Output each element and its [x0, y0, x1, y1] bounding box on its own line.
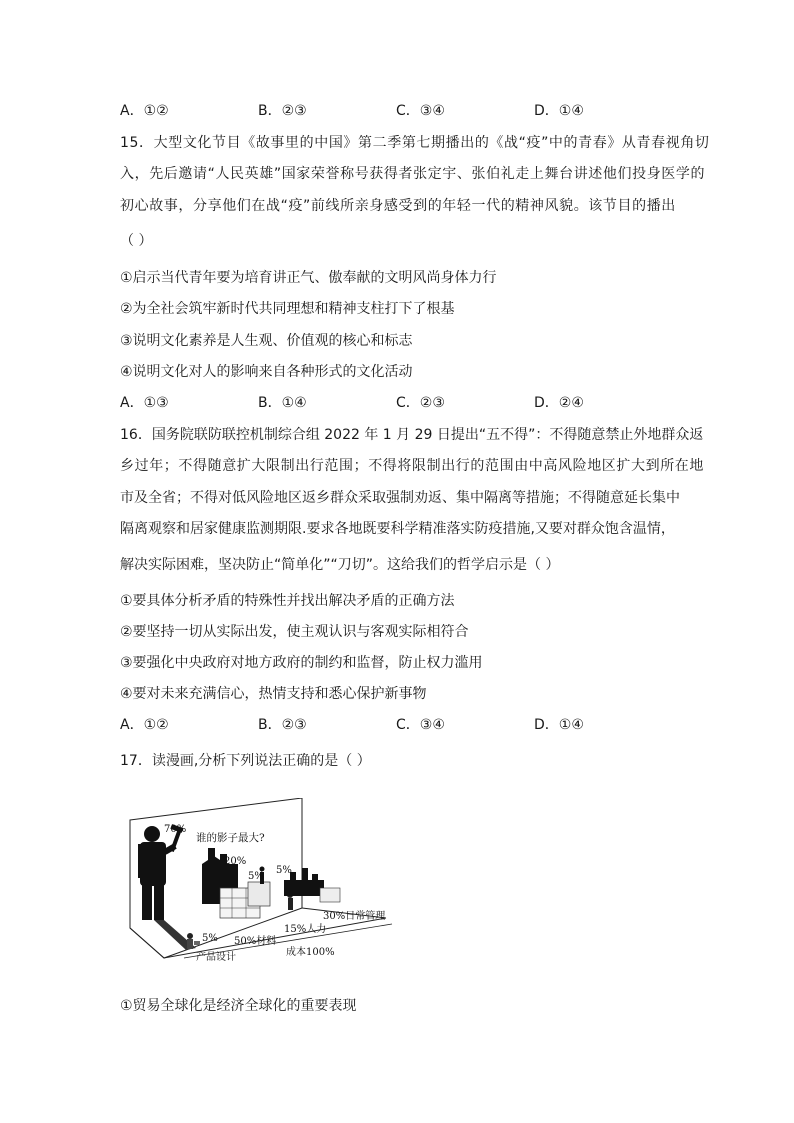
- q16-options: [120, 715, 680, 735]
- q16-stem-line-2: 乡过年；不得随意扩大限制出行范围；不得将限制出行的范围由中高风险地区扩大到所在地: [120, 458, 704, 474]
- q15-statement-2: ②为全社会筑牢新时代共同理想和精神支柱打下了根基: [120, 301, 455, 317]
- q14-option-d[interactable]: D．①④: [534, 103, 584, 119]
- q16-stem-line-3: 市及全省；不得对低风险地区返乡群众采取强制劝返、集中隔离等措施；不得随意延长集中: [120, 490, 680, 506]
- label-5-labor: 5%: [248, 871, 264, 882]
- q17-statement-1: ①贸易全球化是经济全球化的重要表现: [120, 998, 357, 1014]
- q14-option-c[interactable]: C．③④: [396, 103, 445, 119]
- label-5-management: 5%: [276, 865, 292, 876]
- label-5-design: 5%: [202, 933, 218, 944]
- cartoon-title: 谁的影子最大?: [196, 832, 265, 844]
- q15-option-b[interactable]: B．①④: [258, 395, 307, 411]
- label-daily-management: 30%日常管理: [323, 911, 386, 922]
- label-70: 70%: [164, 824, 187, 835]
- label-materials: 50%材料: [234, 936, 277, 947]
- q16-option-d[interactable]: D．①④: [534, 717, 584, 733]
- q15-option-d[interactable]: D．②④: [534, 395, 584, 411]
- label-20: 20%: [224, 856, 247, 867]
- q16-statement-1: ①要具体分析矛盾的特殊性并找出解决矛盾的正确方法: [120, 593, 455, 609]
- q16-stem-line-4: 隔离观察和居家健康监测期限.要求各地既要科学精准落实防疫措施,又要对群众饱含温情，: [120, 521, 675, 537]
- q15-stem-line-1: 15．大型文化节目《故事里的中国》第二季第七期播出的《战“疫”中的青春》从青春视角切: [120, 135, 710, 151]
- q16-statement-4: ④要对未来充满信心，热情支持和悉心保护新事物: [120, 686, 427, 702]
- label-total-cost: 成本100%: [286, 947, 335, 958]
- label-product-design: 产品设计: [196, 952, 236, 962]
- q16-stem-line-5: 解决实际困难，坚决防止“简单化”“刀切”。这给我们的哲学启示是（ ）: [120, 557, 560, 573]
- q16-option-c[interactable]: C．③④: [396, 717, 445, 733]
- label-labor: 15%人力: [284, 924, 327, 935]
- q14-option-b[interactable]: B．②③: [258, 103, 307, 119]
- q15-answer-blank: （ ）: [120, 233, 153, 249]
- q16-statement-2: ②要坚持一切从实际出发，使主观认识与客观实际相符合: [120, 624, 469, 640]
- q16-option-b[interactable]: B．②③: [258, 717, 307, 733]
- cartoon-illustration: [124, 798, 400, 962]
- q16-option-a[interactable]: A．①②: [120, 717, 169, 733]
- q15-statement-4: ④说明文化对人的影响来自各种形式的文化活动: [120, 364, 413, 380]
- q14-option-a[interactable]: A．①②: [120, 103, 169, 119]
- q14-options: [120, 101, 680, 121]
- q15-option-a[interactable]: A．①③: [120, 395, 169, 411]
- q15-option-c[interactable]: C．②③: [396, 395, 445, 411]
- q17-stem: 17．读漫画,分析下列说法正确的是（ ）: [120, 753, 371, 769]
- q15-statement-3: ③说明文化素养是人生观、价值观的核心和标志: [120, 333, 413, 349]
- q16-stem-line-1: 16．国务院联防联控机制综合组 2022 年 1 月 29 日提出“五不得”：不得随意禁止外地群众返: [120, 427, 704, 443]
- q15-stem-line-2: 入，先后邀请“人民英雄”国家荣誉称号获得者张定宇、张伯礼走上舞台讲述他们投身医学的: [120, 166, 706, 182]
- q15-stem-line-3: 初心故事，分享他们在战“疫”前线所亲身感受到的年轻一代的精神风貌。该节目的播出: [120, 198, 676, 214]
- q15-options: [120, 393, 680, 413]
- q15-statement-1: ①启示当代青年要为培育讲正气、傲奉献的文明风尚身体力行: [120, 270, 497, 286]
- cost-shadow-cartoon: [124, 798, 400, 962]
- q16-statement-3: ③要强化中央政府对地方政府的制约和监督，防止权力滥用: [120, 655, 483, 671]
